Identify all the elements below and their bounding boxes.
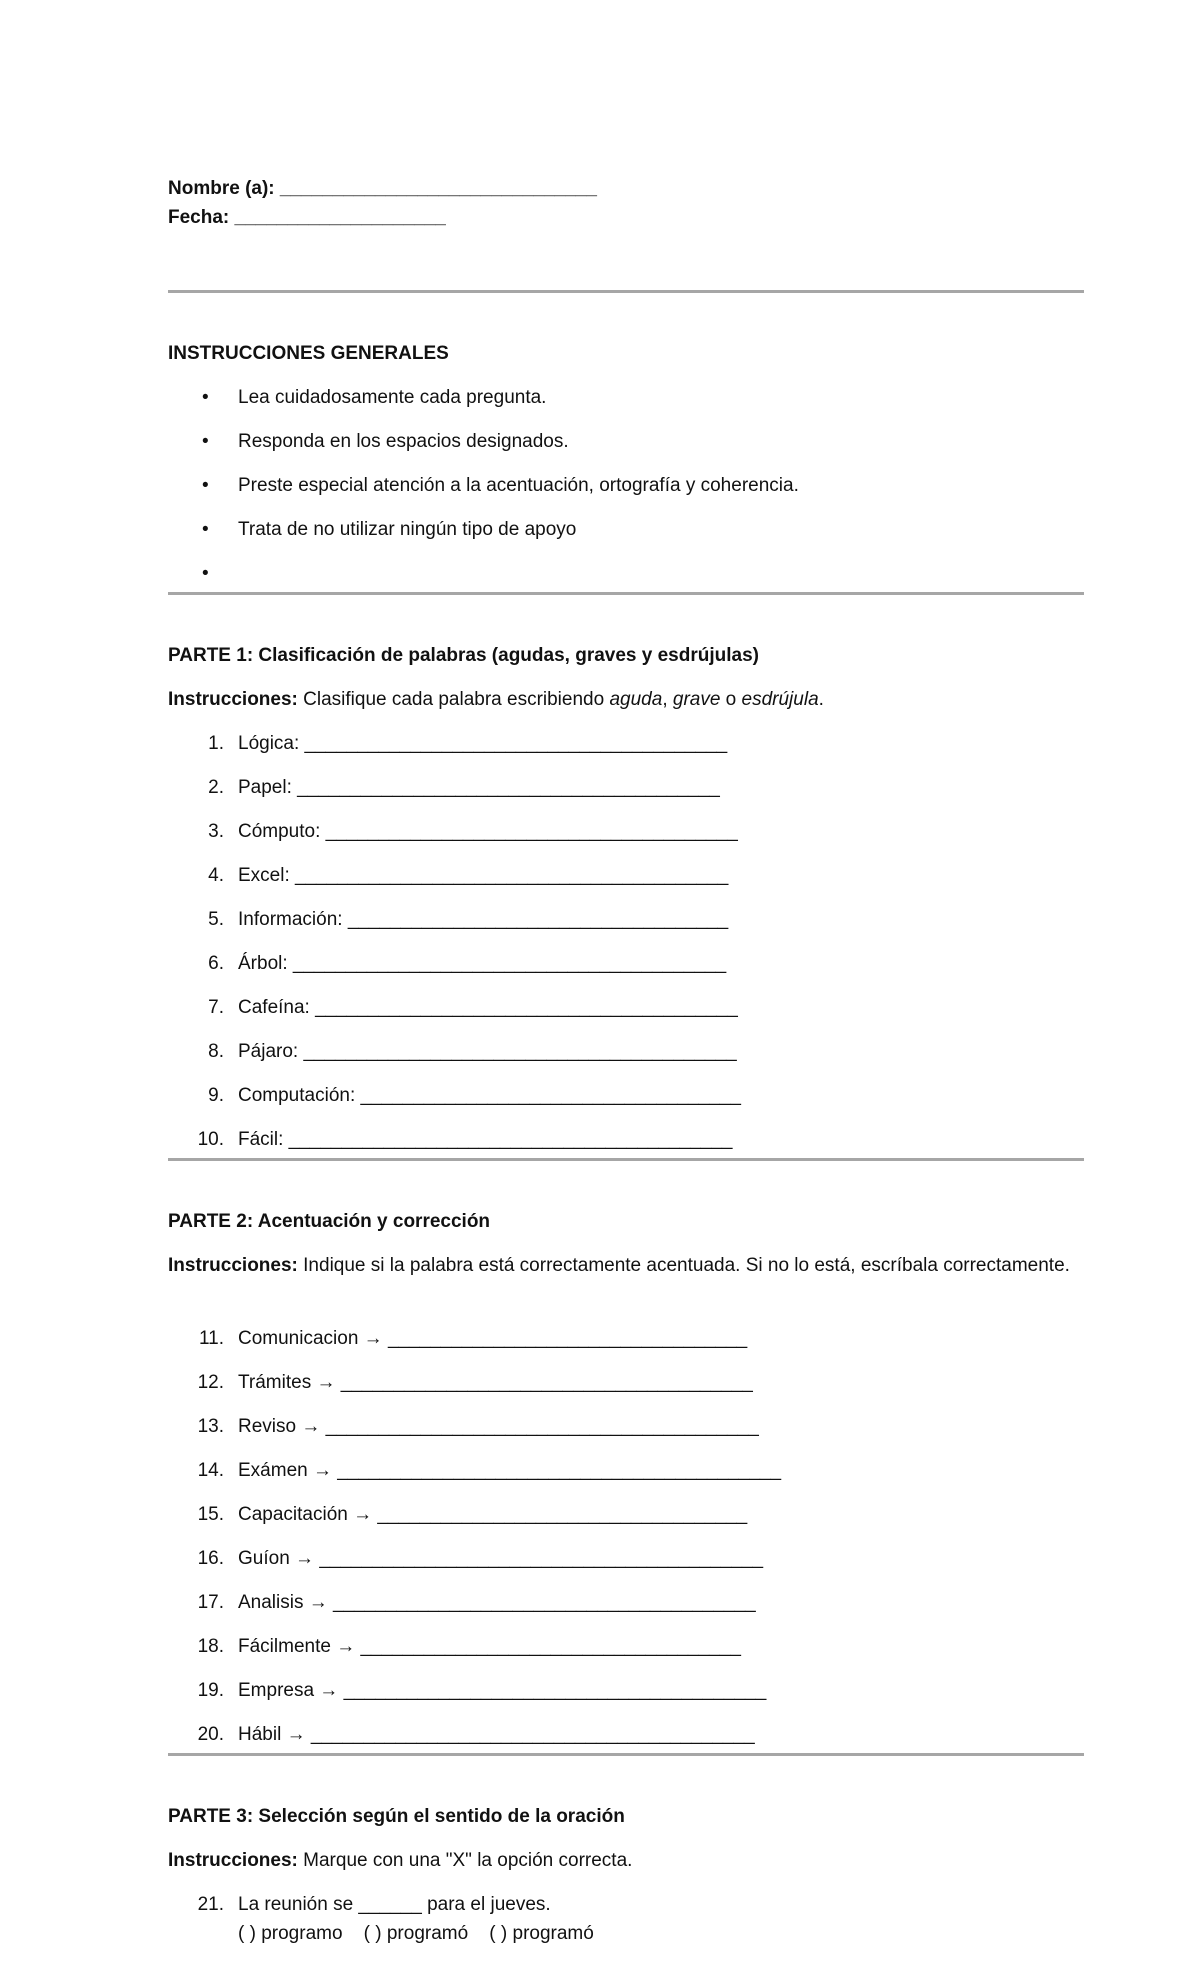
list-item: • Trata de no utilizar ningún tipo de apoyo bbox=[168, 515, 1084, 559]
question-item[interactable]: 20. Hábil → __________________________________________ bbox=[197, 1724, 755, 1745]
question-item[interactable]: 3. Cómputo: _______________________________________ bbox=[208, 821, 738, 842]
question-item[interactable]: 16. Guíon → __________________________________________ bbox=[197, 1548, 764, 1569]
bullet-icon: • bbox=[202, 563, 209, 584]
question-item[interactable]: 8. Pájaro: _________________________________________ bbox=[208, 1041, 737, 1062]
list-item: • Preste especial atención a la acentuación, ortografía y coherencia. bbox=[168, 471, 1084, 515]
question-item[interactable]: 14. Exámen → __________________________________________ bbox=[197, 1460, 782, 1481]
general-instructions-list bbox=[168, 383, 1084, 588]
name-blank[interactable]: ______________________________ bbox=[279, 178, 597, 199]
part1-instructions: Instrucciones: Clasifique cada palabra escribiendo aguda, grave o esdrújula. bbox=[168, 689, 824, 710]
list-item: • Responda en los espacios designados. bbox=[168, 427, 1084, 471]
part2-list bbox=[168, 1324, 1084, 1749]
name-label: Nombre (a): bbox=[168, 178, 275, 199]
question-item[interactable]: 21. La reunión se ______ para el jueves. ( ) programo ( ) programó ( ) programó bbox=[168, 1890, 1084, 1950]
question-item[interactable]: 9. Computación: ____________________________________ bbox=[208, 1085, 741, 1106]
question-item[interactable]: 4. Excel: _________________________________________ bbox=[208, 865, 729, 886]
question-item[interactable]: 5. Información: ____________________________________ bbox=[208, 909, 729, 930]
part3-title: PARTE 3: Selección según el sentido de la oración bbox=[168, 1806, 625, 1827]
question-item[interactable]: 19. Empresa → ________________________________________ bbox=[197, 1680, 767, 1701]
question-item[interactable]: 13. Reviso → _________________________________________ bbox=[197, 1416, 759, 1437]
part1-list bbox=[168, 729, 1084, 1154]
question-item[interactable]: 18. Fácilmente → ____________________________________ bbox=[197, 1636, 741, 1657]
question-item[interactable]: 2. Papel: ________________________________________ bbox=[208, 777, 720, 798]
list-item: • Lea cuidadosamente cada pregunta. bbox=[168, 383, 1084, 427]
question-item[interactable]: 17. Analisis → ________________________________________ bbox=[197, 1592, 756, 1613]
document-page bbox=[168, 174, 1084, 1950]
part2-instructions: Instrucciones: Indique si la palabra está correctamente acentuada. Si no lo está, escríbala correctamente. bbox=[168, 1255, 1070, 1276]
date-blank[interactable]: ____________________ bbox=[234, 207, 446, 228]
question-item[interactable]: 6. Árbol: _________________________________________ bbox=[208, 953, 727, 974]
answer-options[interactable]: ( ) programo ( ) programó ( ) programó bbox=[238, 1923, 594, 1944]
bullet-icon: • bbox=[202, 431, 209, 452]
part1-title: PARTE 1: Clasificación de palabras (agudas, graves y esdrújulas) bbox=[168, 645, 759, 666]
bullet-icon: • bbox=[202, 387, 209, 408]
name-line bbox=[168, 174, 1084, 203]
part2-title: PARTE 2: Acentuación y corrección bbox=[168, 1211, 491, 1232]
question-item[interactable]: 12. Trámites → _______________________________________ bbox=[197, 1372, 753, 1393]
date-label: Fecha: bbox=[168, 207, 230, 228]
question-item[interactable]: 15. Capacitación → ___________________________________ bbox=[197, 1504, 748, 1525]
question-item[interactable]: 7. Cafeína: ________________________________________ bbox=[208, 997, 738, 1018]
general-instructions-title: INSTRUCCIONES GENERALES bbox=[168, 343, 449, 364]
question-item[interactable]: 10. Fácil: __________________________________________ bbox=[197, 1129, 733, 1150]
question-item[interactable]: 1. Lógica: ________________________________________ bbox=[208, 733, 728, 754]
list-item bbox=[168, 559, 1084, 588]
question-item[interactable]: 11. Comunicacion → __________________________________ bbox=[198, 1328, 748, 1349]
part3-list bbox=[168, 1890, 1084, 1950]
bullet-icon: • bbox=[202, 519, 209, 540]
part3-instructions: Instrucciones: Marque con una "X" la opción correcta. bbox=[168, 1850, 633, 1871]
date-line bbox=[168, 203, 1084, 232]
bullet-icon: • bbox=[202, 475, 209, 496]
